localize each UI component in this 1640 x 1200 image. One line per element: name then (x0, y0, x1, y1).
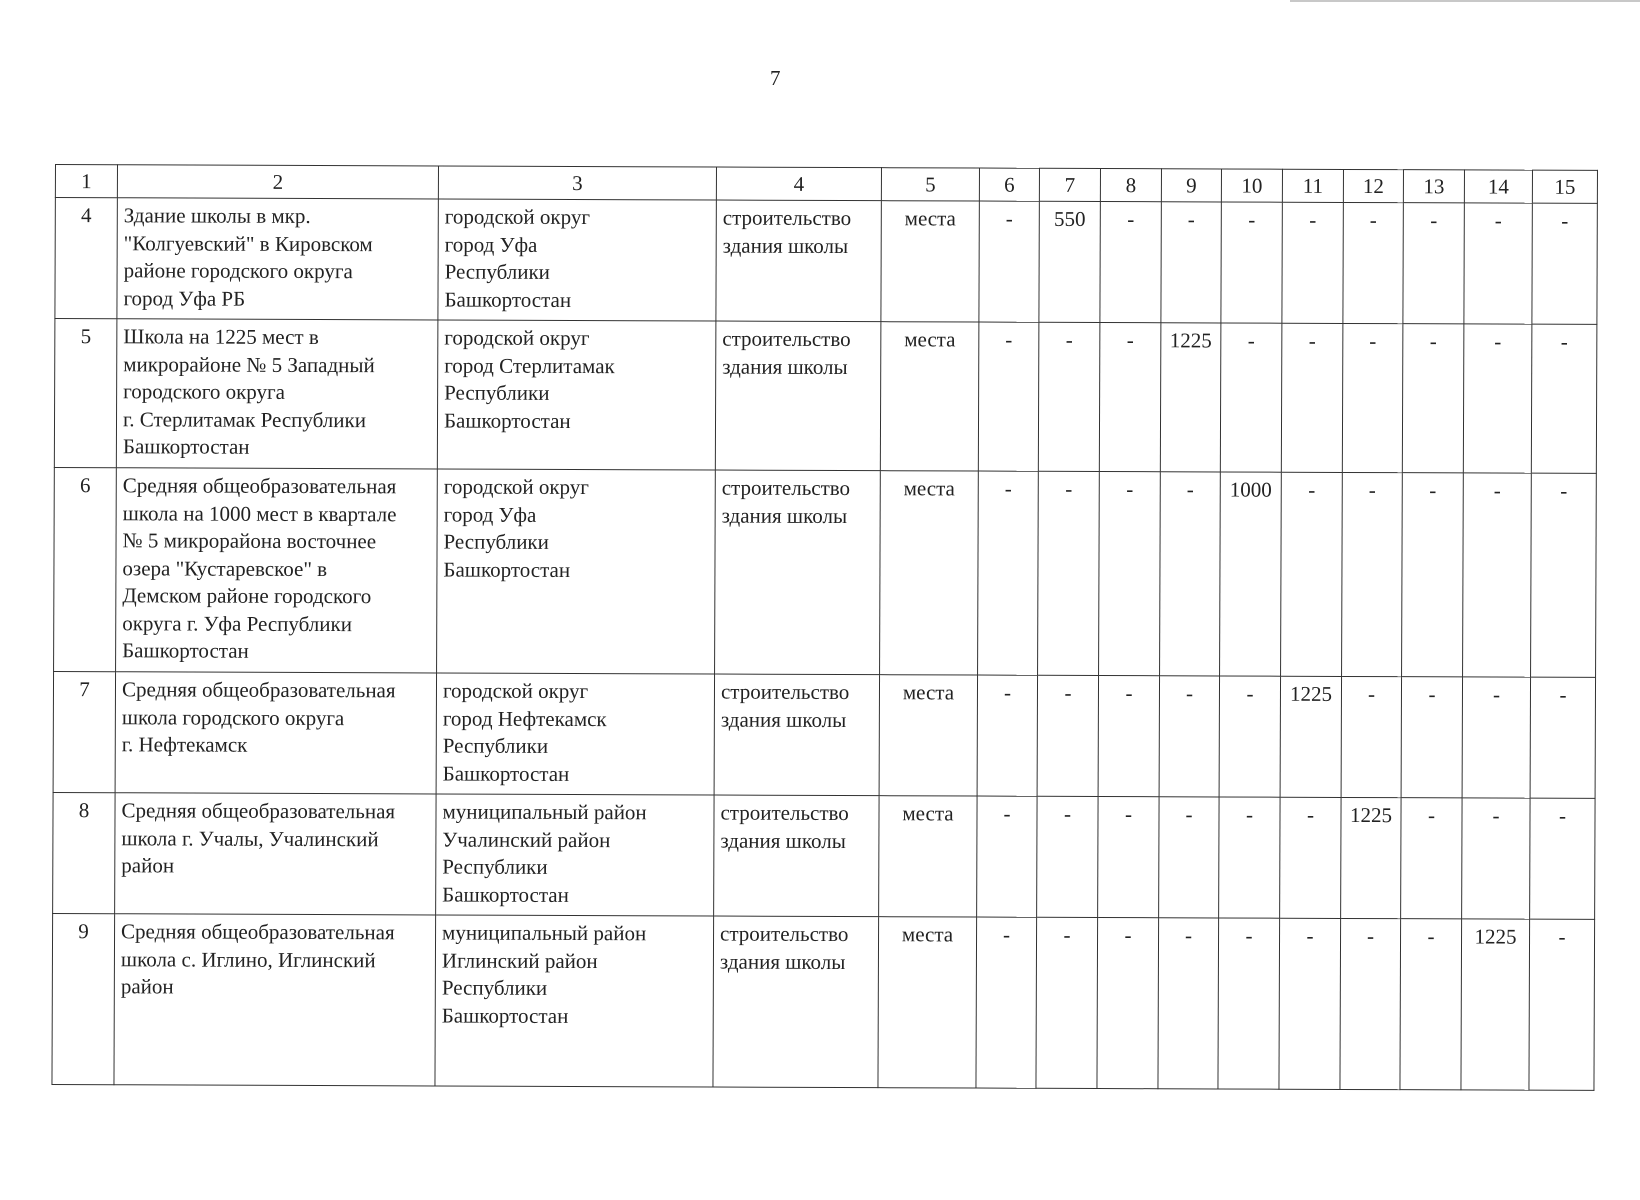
territory-line: муниципальный район (442, 799, 647, 825)
value-cell-col-12: - (1343, 202, 1403, 323)
value-cell-col-6: - (978, 471, 1039, 675)
territory-line: Иглинский район (441, 947, 598, 973)
territory-line: городской округ (443, 474, 589, 500)
table-row (54, 467, 1597, 677)
value-cell-col-8: - (1097, 918, 1159, 1089)
territory-line: Республики (443, 529, 549, 554)
value-cell-col-14: - (1463, 473, 1532, 677)
territory-line: город Уфа (444, 231, 538, 257)
object-name-line: озера "Кустаревское" в (122, 555, 328, 581)
object-name-line: Средняя общеобразовательная (122, 473, 397, 499)
territory-line: муниципальный район (442, 920, 647, 946)
value-cell-col-11: - (1279, 918, 1341, 1089)
object-name-line: Башкортостан (122, 434, 250, 459)
territory-line: Республики (444, 380, 550, 405)
value-cell-col-9: - (1160, 472, 1221, 676)
object-name-line: г. Нефтекамск (121, 732, 248, 757)
value-cell-col-10: - (1218, 918, 1280, 1089)
unit-cell: места (878, 917, 977, 1088)
unit-cell: места (879, 675, 977, 796)
territory-line: город Уфа (443, 501, 537, 527)
header-cell: 13 (1403, 170, 1464, 203)
object-name-line: округа г. Уфа Республики (122, 610, 353, 636)
header-cell: 12 (1343, 169, 1403, 202)
event-line: строительство (720, 679, 850, 705)
event-line: здания школы (720, 707, 847, 732)
value-cell-col-8: - (1099, 472, 1161, 676)
territory-line: Республики (442, 733, 549, 758)
row-number-cell: 4 (55, 198, 117, 319)
row-number-cell: 6 (54, 467, 117, 671)
header-cell: 11 (1282, 169, 1343, 202)
value-cell-col-15: - (1530, 677, 1595, 798)
object-name-cell (116, 319, 438, 469)
document-table-container (51, 164, 1597, 1091)
header-cell: 10 (1221, 169, 1282, 202)
value-cell-col-6: - (977, 675, 1037, 796)
value-cell-col-7: - (1036, 917, 1098, 1088)
territory-line: Республики (442, 854, 548, 879)
value-cell-col-11: - (1282, 202, 1343, 323)
row-number-cell: 7 (53, 671, 115, 792)
value-cell-col-10: 1000 (1220, 472, 1282, 676)
unit-cell: места (881, 201, 979, 322)
object-name-line: г. Стерлитамак Республики (122, 406, 367, 432)
territory-line: городской округ (442, 678, 589, 704)
value-cell-col-9: - (1161, 202, 1221, 323)
object-name-cell (117, 198, 438, 320)
value-cell-col-8: - (1098, 676, 1159, 797)
object-name-line: Средняя общеобразовательная (121, 798, 396, 824)
row-number-cell: 5 (54, 319, 117, 468)
header-cell: 3 (438, 166, 716, 200)
table-row (55, 198, 1597, 325)
value-cell-col-7: - (1038, 322, 1100, 471)
value-cell-col-11: - (1281, 323, 1343, 472)
value-cell-col-13: - (1402, 324, 1464, 473)
event-line: строительство (721, 475, 851, 501)
unit-cell: места (880, 322, 979, 471)
value-cell-col-12: - (1341, 676, 1401, 797)
object-name-line: Средняя общеобразовательная (121, 919, 395, 945)
event-cell (713, 916, 879, 1088)
territory-cell (436, 673, 714, 795)
event-line: строительство (720, 921, 849, 947)
territory-cell (435, 915, 714, 1087)
header-cell: 14 (1464, 170, 1532, 203)
value-cell-col-15: - (1530, 798, 1595, 919)
value-cell-col-14: - (1462, 677, 1530, 798)
object-name-line: микрорайоне № 5 Западный (123, 351, 375, 377)
value-cell-col-14: - (1464, 203, 1532, 324)
event-line: здания школы (721, 503, 848, 528)
object-name-line: район (120, 974, 174, 999)
event-line: строительство (722, 205, 852, 231)
value-cell-col-9: - (1158, 918, 1219, 1089)
value-cell-col-12: 1225 (1341, 797, 1401, 918)
table-row (52, 913, 1595, 1090)
value-cell-col-8: - (1100, 202, 1161, 323)
value-cell-col-9: 1225 (1160, 323, 1221, 472)
object-name-line: район (121, 853, 175, 878)
value-cell-col-14: - (1463, 324, 1532, 473)
value-cell-col-12: - (1342, 472, 1403, 676)
unit-cell: места (879, 796, 977, 917)
object-name-line: школа на 1000 мест в квартале (122, 500, 397, 526)
territory-cell (438, 199, 716, 321)
object-name-cell (114, 914, 436, 1086)
territory-line: Башкортостан (442, 881, 569, 907)
school-construction-table (51, 164, 1598, 1091)
scan-edge-line (1290, 0, 1640, 2)
header-cell: 5 (881, 168, 979, 201)
territory-line: город Стерлитамак (444, 352, 615, 378)
unit-cell: места (880, 471, 979, 675)
value-cell-col-15: - (1532, 203, 1597, 324)
event-cell (714, 795, 879, 917)
header-cell: 6 (979, 168, 1039, 201)
value-cell-col-6: - (977, 796, 1037, 917)
territory-line: Башкортостан (441, 1002, 569, 1028)
object-name-line: школа с. Иглино, Иглинский (120, 946, 376, 972)
header-cell: 9 (1161, 169, 1221, 202)
territory-cell (436, 794, 714, 916)
territory-line: городской округ (444, 325, 590, 351)
header-cell: 4 (716, 167, 881, 201)
value-cell-col-11: 1225 (1280, 676, 1341, 797)
object-name-line: "Колгуевский" в Кировском (123, 230, 373, 256)
value-cell-col-13: - (1400, 919, 1462, 1090)
event-cell (716, 200, 881, 322)
event-line: здания школы (719, 949, 846, 974)
event-cell (715, 470, 881, 675)
value-cell-col-13: - (1403, 203, 1464, 324)
value-cell-col-6: - (979, 201, 1039, 322)
value-cell-col-15: - (1531, 324, 1597, 473)
event-line: строительство (722, 326, 851, 352)
territory-line: Башкортостан (443, 407, 571, 433)
row-number-cell: 8 (53, 792, 115, 913)
value-cell-col-11: - (1281, 472, 1343, 676)
event-line: здания школы (722, 354, 848, 379)
value-cell-col-7: - (1037, 796, 1098, 917)
table-row (53, 792, 1595, 919)
object-name-line: Башкортостан (122, 638, 249, 663)
event-line: строительство (720, 800, 849, 826)
page-number: 7 (770, 66, 781, 90)
row-number-cell: 9 (52, 913, 115, 1084)
object-name-cell (116, 468, 438, 673)
value-cell-col-8: - (1099, 323, 1161, 472)
event-cell (714, 674, 879, 796)
value-cell-col-11: - (1280, 797, 1341, 918)
territory-line: Республики (441, 975, 548, 1000)
value-cell-col-9: - (1159, 797, 1219, 918)
table-row (53, 671, 1595, 798)
event-line: здания школы (722, 233, 849, 258)
value-cell-col-6: - (976, 917, 1037, 1088)
object-name-line: Школа на 1225 мест в (123, 324, 319, 350)
table-row (54, 319, 1597, 474)
value-cell-col-12: - (1342, 323, 1403, 472)
object-name-line: школа г. Учалы, Учалинский (121, 825, 379, 851)
object-name-line: № 5 микрорайона восточнее (122, 528, 377, 554)
value-cell-col-7: - (1038, 471, 1100, 675)
header-cell: 2 (117, 165, 438, 199)
territory-line: Башкортостан (443, 556, 571, 582)
value-cell-col-7: - (1037, 675, 1098, 796)
object-name-line: городского округа (123, 379, 286, 404)
value-cell-col-14: 1225 (1461, 919, 1530, 1090)
territory-line: Башкортостан (442, 760, 570, 786)
object-name-line: школа городского округа (121, 704, 345, 730)
header-cell: 7 (1039, 168, 1100, 201)
object-name-line: Здание школы в мкр. (123, 203, 311, 228)
event-line: здания школы (720, 828, 846, 853)
value-cell-col-15: - (1529, 919, 1595, 1090)
header-cell: 1 (55, 165, 117, 198)
value-cell-col-15: - (1531, 473, 1597, 677)
value-cell-col-12: - (1340, 918, 1401, 1089)
object-name-line: районе городского округа (123, 258, 353, 284)
territory-line: Республики (444, 259, 550, 284)
object-name-line: город Уфа РБ (123, 285, 246, 311)
value-cell-col-7: 550 (1039, 201, 1100, 322)
territory-line: город Нефтекамск (442, 705, 607, 731)
event-cell (715, 321, 881, 471)
object-name-line: Демском районе городского (122, 583, 372, 609)
value-cell-col-10: - (1221, 202, 1282, 323)
value-cell-col-6: - (978, 322, 1039, 471)
object-name-line: Средняя общеобразовательная (121, 677, 396, 703)
header-cell: 15 (1532, 170, 1597, 203)
object-name-cell (115, 672, 436, 794)
value-cell-col-9: - (1159, 676, 1219, 797)
value-cell-col-10: - (1219, 676, 1280, 797)
value-cell-col-10: - (1220, 323, 1282, 472)
header-cell: 8 (1100, 169, 1161, 202)
territory-cell (437, 320, 716, 470)
territory-cell (437, 469, 716, 674)
territory-line: городской округ (444, 204, 591, 230)
territory-line: Башкортостан (444, 286, 572, 312)
value-cell-col-13: - (1402, 473, 1464, 677)
value-cell-col-10: - (1219, 797, 1280, 918)
value-cell-col-8: - (1098, 797, 1159, 918)
value-cell-col-13: - (1401, 798, 1462, 919)
object-name-cell (115, 793, 436, 915)
territory-line: Учалинский район (442, 826, 611, 852)
value-cell-col-14: - (1462, 798, 1530, 919)
value-cell-col-13: - (1401, 677, 1462, 798)
